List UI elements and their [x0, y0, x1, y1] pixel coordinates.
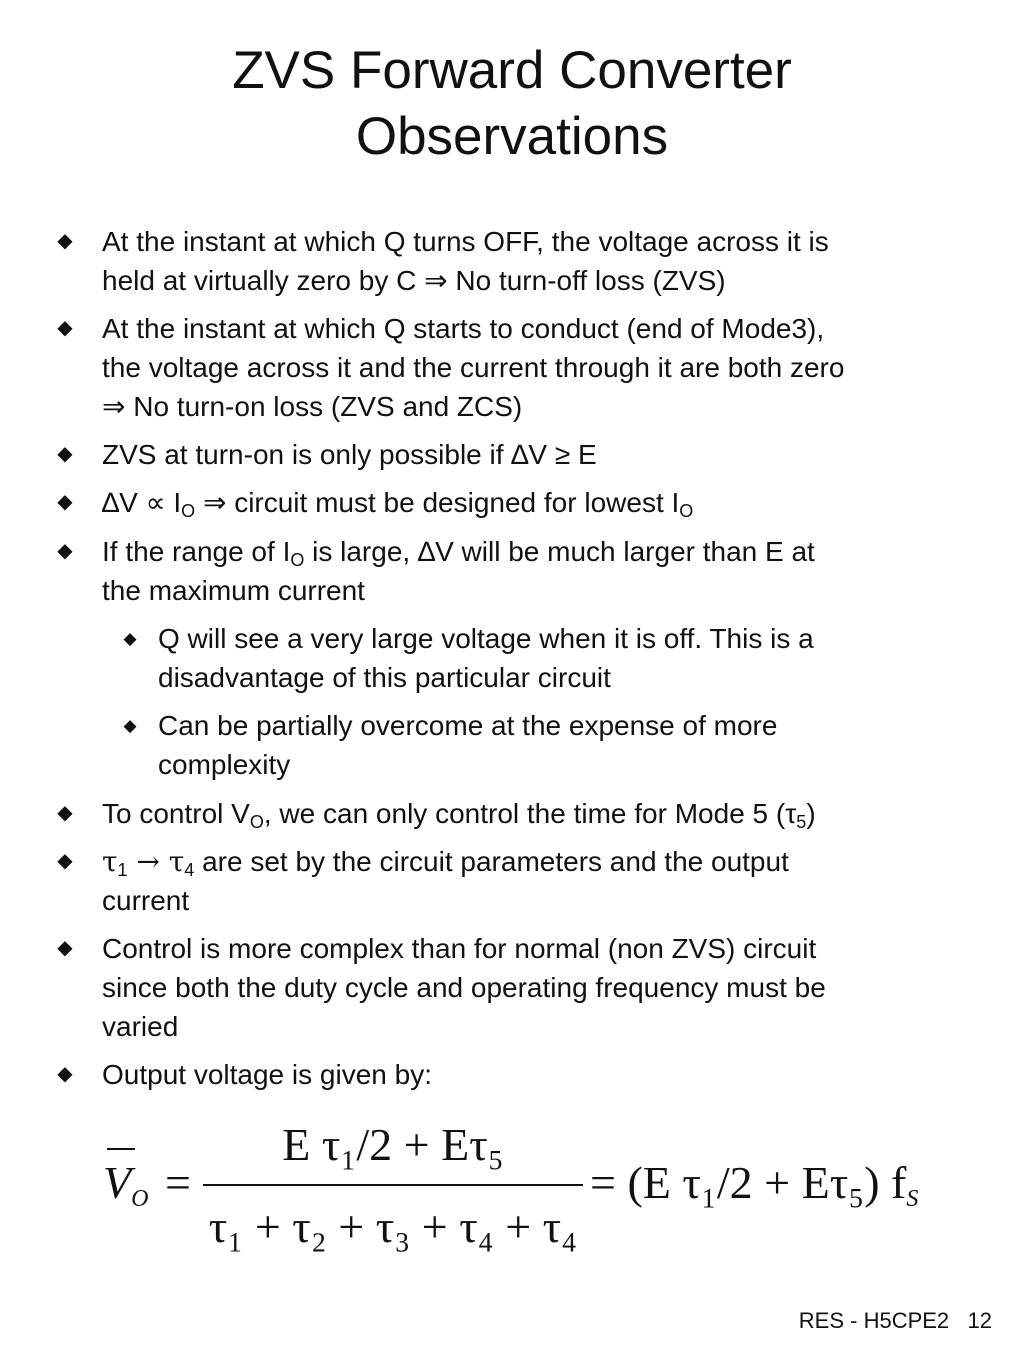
bullet-line: current [102, 885, 190, 916]
output-voltage-formula [95, 1118, 975, 1268]
diamond-bullet-icon: ◆ [57, 850, 73, 872]
formula-numerator: E τ₁/2 + Eτ₅ [282, 1119, 504, 1170]
diamond-bullet-icon: ◆ [57, 491, 73, 513]
diamond-bullet-icon: ◆ [57, 540, 73, 562]
bullet-line: the maximum current [102, 575, 365, 606]
diamond-bullet-icon: ◆ [123, 716, 137, 735]
bullet-line: the voltage across it and the current through it are both zero [102, 352, 845, 383]
bullet-line: At the instant at which Q starts to conduct (end of Mode3), [102, 313, 825, 344]
diamond-bullet-icon: ◆ [123, 629, 137, 648]
footer-course: RES - H5CPE2 [798, 1308, 950, 1333]
bullet-line: If the range of $I_O$ is large, ∆V will be much larger than E at [102, 536, 815, 570]
bullet-line: Control is more complex than for normal (non ZVS) circuit [102, 933, 817, 964]
diamond-bullet-icon: ◆ [57, 317, 73, 339]
bullet-line: At the instant at which Q turns OFF, the voltage across it is [102, 226, 829, 257]
bullet-line: Q will see a very large voltage when it is off. This is a [158, 623, 814, 654]
fraction-bar [203, 1184, 583, 1186]
formula-equals: = [165, 1157, 191, 1208]
formula-rhs: = (E τ₁/2 + Eτ₅) $f_S$ [590, 1157, 919, 1212]
overline [107, 1148, 135, 1150]
bullet-line: Can be partially overcome at the expense of more [158, 710, 778, 741]
bullet-line: $\tau_1 \to \tau_4$ are set by the circuit parameters and the output [102, 845, 789, 880]
bullet-line: ⇒ No turn-on loss (ZVS and ZCS) [102, 391, 523, 422]
diamond-bullet-icon: ◆ [57, 1063, 73, 1085]
bullet-line: since both the duty cycle and operating frequency must be [102, 972, 826, 1003]
diamond-bullet-icon: ◆ [57, 802, 73, 824]
bullet-line: Output voltage is given by: [102, 1059, 432, 1090]
bullet-line: To control $V_O$, we can only control the time for Mode 5 $(\tau_5)$ [102, 798, 816, 832]
bullet-line: ZVS at turn-on is only possible if ∆V ≥ E [102, 439, 597, 470]
diamond-bullet-icon: ◆ [57, 937, 73, 959]
formula-denominator: τ₁ + τ₂ + τ₃ + τ₄ + τ₄ [208, 1201, 578, 1252]
slide-title-line2: Observations [355, 107, 669, 166]
slide-footer [799, 1308, 992, 1334]
bullet-line: disadvantage of this particular circuit [158, 662, 611, 693]
bullet-line: $\Delta V \propto I_O$ ⇒ circuit must be designed for lowest $I_O$ [102, 487, 694, 521]
page-number: 12 [967, 1308, 992, 1333]
diamond-bullet-icon: ◆ [57, 230, 73, 252]
diamond-bullet-icon: ◆ [57, 443, 73, 465]
slide-title-line1: ZVS Forward Converter [232, 41, 792, 100]
bullet-line: complexity [158, 749, 291, 780]
slide-title [0, 38, 1024, 170]
bullet-line: varied [102, 1011, 179, 1042]
bullet-line: held at virtually zero by C ⇒ No turn-off loss (ZVS) [102, 265, 726, 296]
formula-lhs: $V_O$ [103, 1157, 149, 1212]
